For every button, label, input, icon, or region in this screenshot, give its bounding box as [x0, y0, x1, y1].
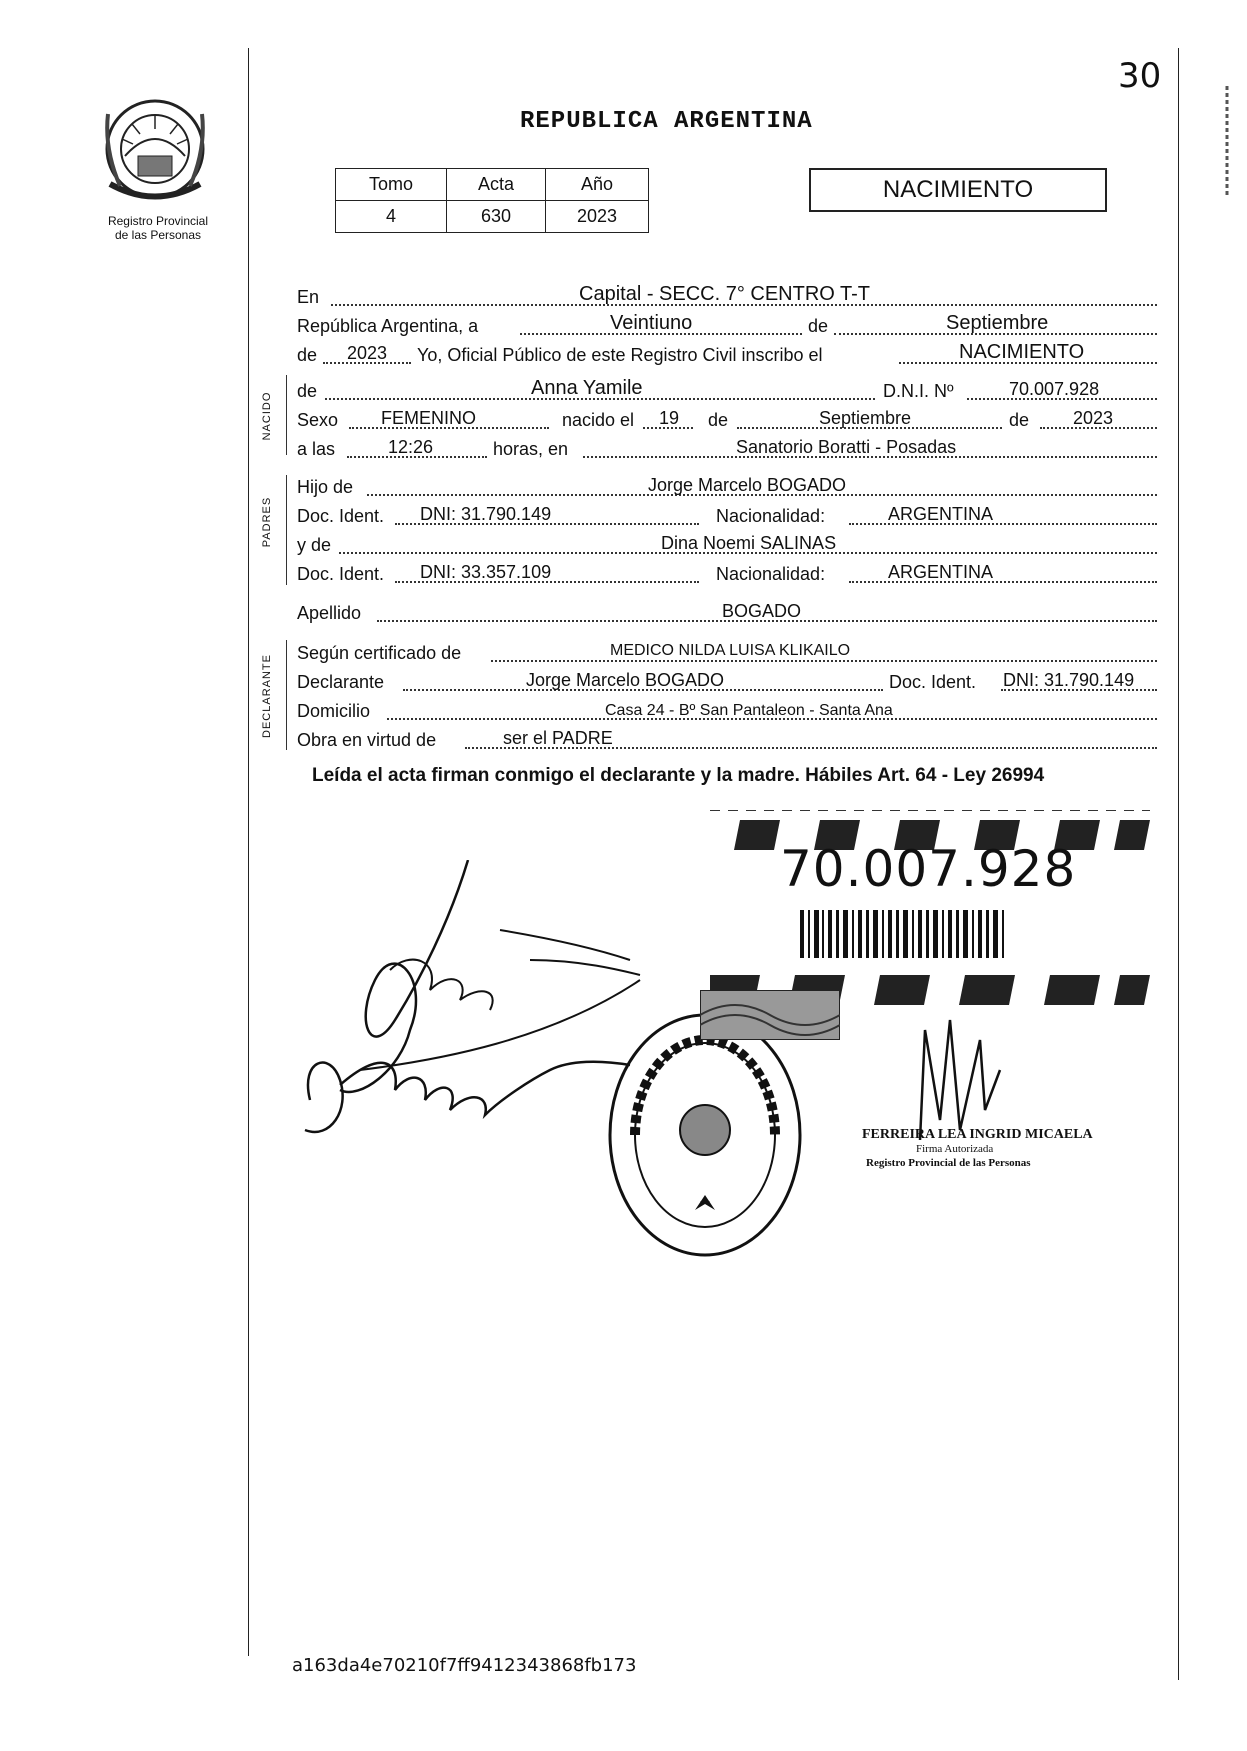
certificate: MEDICO NILDA LUISA KLIKAILO [610, 642, 851, 659]
line-child-name [297, 376, 1157, 406]
mother-name: Dina Noemi SALINAS [661, 533, 837, 553]
capacity: ser el PADRE [503, 728, 613, 748]
acta-value: 630 [447, 201, 546, 233]
declarante-label: Declarante [297, 672, 385, 692]
line-location [297, 282, 1157, 312]
child-name: Anna Yamile [531, 377, 643, 399]
reference-table-value-row [336, 201, 649, 233]
reference-table-header-row [336, 169, 649, 201]
nacido-label: nacido el [562, 410, 635, 430]
official-title: Firma Autorizada [916, 1143, 994, 1155]
father-nationality: ARGENTINA [888, 504, 994, 524]
document-header-title: REPUBLICA ARGENTINA [520, 108, 813, 135]
birth-place: Sanatorio Boratti - Posadas [736, 437, 957, 457]
birth-month: Septiembre [819, 408, 912, 428]
father-doc: DNI: 31.790.149 [420, 504, 552, 524]
official-name: FERREIRA LEA INGRID MICAELA [862, 1127, 1093, 1142]
act-type: NACIMIENTO [959, 341, 1085, 363]
line-sex-birthdate [297, 405, 1157, 435]
line-birth-time-place [297, 434, 1157, 464]
birth-de-label: de [708, 410, 729, 430]
registration-month: Septiembre [946, 312, 1049, 334]
father-name: Jorge Marcelo BOGADO [648, 475, 847, 495]
birth-de2-label: de [1009, 410, 1030, 430]
declarant-doc: DNI: 31.790.149 [1003, 670, 1135, 690]
line-father-name [297, 472, 1157, 502]
signatures-icon [300, 860, 650, 1160]
page-number: 30 [1118, 56, 1162, 96]
tomo-value: 4 [336, 201, 447, 233]
registration-location: Capital - SECC. 7° CENTRO T-T [579, 283, 871, 305]
left-margin-line [248, 48, 249, 1656]
child-de-label: de [297, 381, 318, 401]
dni-stamp-number: 70.007.928 [780, 840, 1077, 898]
acta-header: Acta [447, 169, 546, 201]
security-stamp-icon [700, 990, 840, 1040]
child-dni: 70.007.928 [1009, 379, 1100, 399]
obra-label: Obra en virtud de [297, 730, 437, 750]
sexo-label: Sexo [297, 410, 339, 430]
registry-name-line1: Registro Provincial [107, 214, 209, 228]
line-declarant [297, 667, 1157, 697]
domicilio-label: Domicilio [297, 701, 371, 721]
right-margin-line [1178, 48, 1179, 1680]
document-hash: a163da4e70210f7ff9412343868fb173 [292, 1655, 637, 1676]
margin-mark-icon [1224, 86, 1230, 196]
declarant-name: Jorge Marcelo BOGADO [526, 670, 725, 690]
document-type-box: NACIMIENTO [809, 168, 1107, 212]
dni-label: D.N.I. Nº [883, 381, 954, 401]
surname: BOGADO [722, 601, 802, 621]
father-doc-label: Doc. Ident. [297, 506, 385, 526]
en-label: En [297, 287, 320, 307]
de-year-label: de [297, 345, 318, 365]
registry-name [88, 214, 228, 242]
sex: FEMENINO [381, 408, 477, 428]
closing-statement: Leída el acta firman conmigo el declarante y la madre. Hábiles Art. 64 - Ley 26994 [312, 765, 1045, 786]
declarante-bracket [286, 640, 287, 750]
padres-bracket [286, 475, 287, 585]
mother-nationality: ARGENTINA [888, 562, 994, 582]
tomo-header: Tomo [336, 169, 447, 201]
line-capacity [297, 725, 1157, 755]
birth-year: 2023 [1073, 408, 1114, 428]
hijo-label: Hijo de [297, 477, 354, 497]
registry-name-line2: de las Personas [114, 228, 202, 242]
father-nationality-label: Nacionalidad: [716, 506, 826, 526]
line-mother-name [297, 530, 1157, 560]
line-surname [297, 598, 1157, 628]
y-de-label: y de [297, 535, 332, 555]
a-las-label: a las [297, 439, 336, 459]
dotted-leader [491, 660, 1157, 662]
republica-label: República Argentina, a [297, 316, 479, 336]
ano-value: 2023 [546, 201, 649, 233]
provincial-crest-icon [100, 94, 210, 204]
birth-day: 19 [659, 408, 680, 428]
ano-header: Año [546, 169, 649, 201]
line-certificate [297, 638, 1157, 668]
reference-table [335, 168, 649, 233]
registration-year: 2023 [347, 343, 388, 363]
horas-label: horas, en [493, 439, 569, 459]
section-label-declarante: DECLARANTE [261, 654, 273, 738]
line-mother-doc [297, 559, 1157, 589]
mother-doc: DNI: 33.357.109 [420, 562, 552, 582]
mother-nationality-label: Nacionalidad: [716, 564, 826, 584]
declarant-doc-label: Doc. Ident. [889, 672, 977, 692]
registration-day: Veintiuno [610, 312, 693, 334]
section-label-nacido: NACIDO [261, 391, 273, 441]
apellido-label: Apellido [297, 603, 362, 623]
section-label-padres: PADRES [261, 496, 273, 548]
yo-text: Yo, Oficial Público de este Registro Civil inscribo el [417, 345, 823, 365]
nacido-bracket [286, 375, 287, 455]
line-registration-year [297, 340, 1157, 370]
line-father-doc [297, 501, 1157, 531]
de-label: de [808, 316, 829, 336]
official-department: Registro Provincial de las Personas [866, 1157, 1031, 1169]
mother-doc-label: Doc. Ident. [297, 564, 385, 584]
certificado-label: Según certificado de [297, 643, 462, 663]
address: Casa 24 - Bº San Pantaleon - Santa Ana [605, 702, 893, 719]
birth-time: 12:26 [388, 437, 434, 457]
line-address [297, 696, 1157, 726]
line-registration-date [297, 311, 1157, 341]
delegation-seal-icon [605, 1010, 805, 1260]
